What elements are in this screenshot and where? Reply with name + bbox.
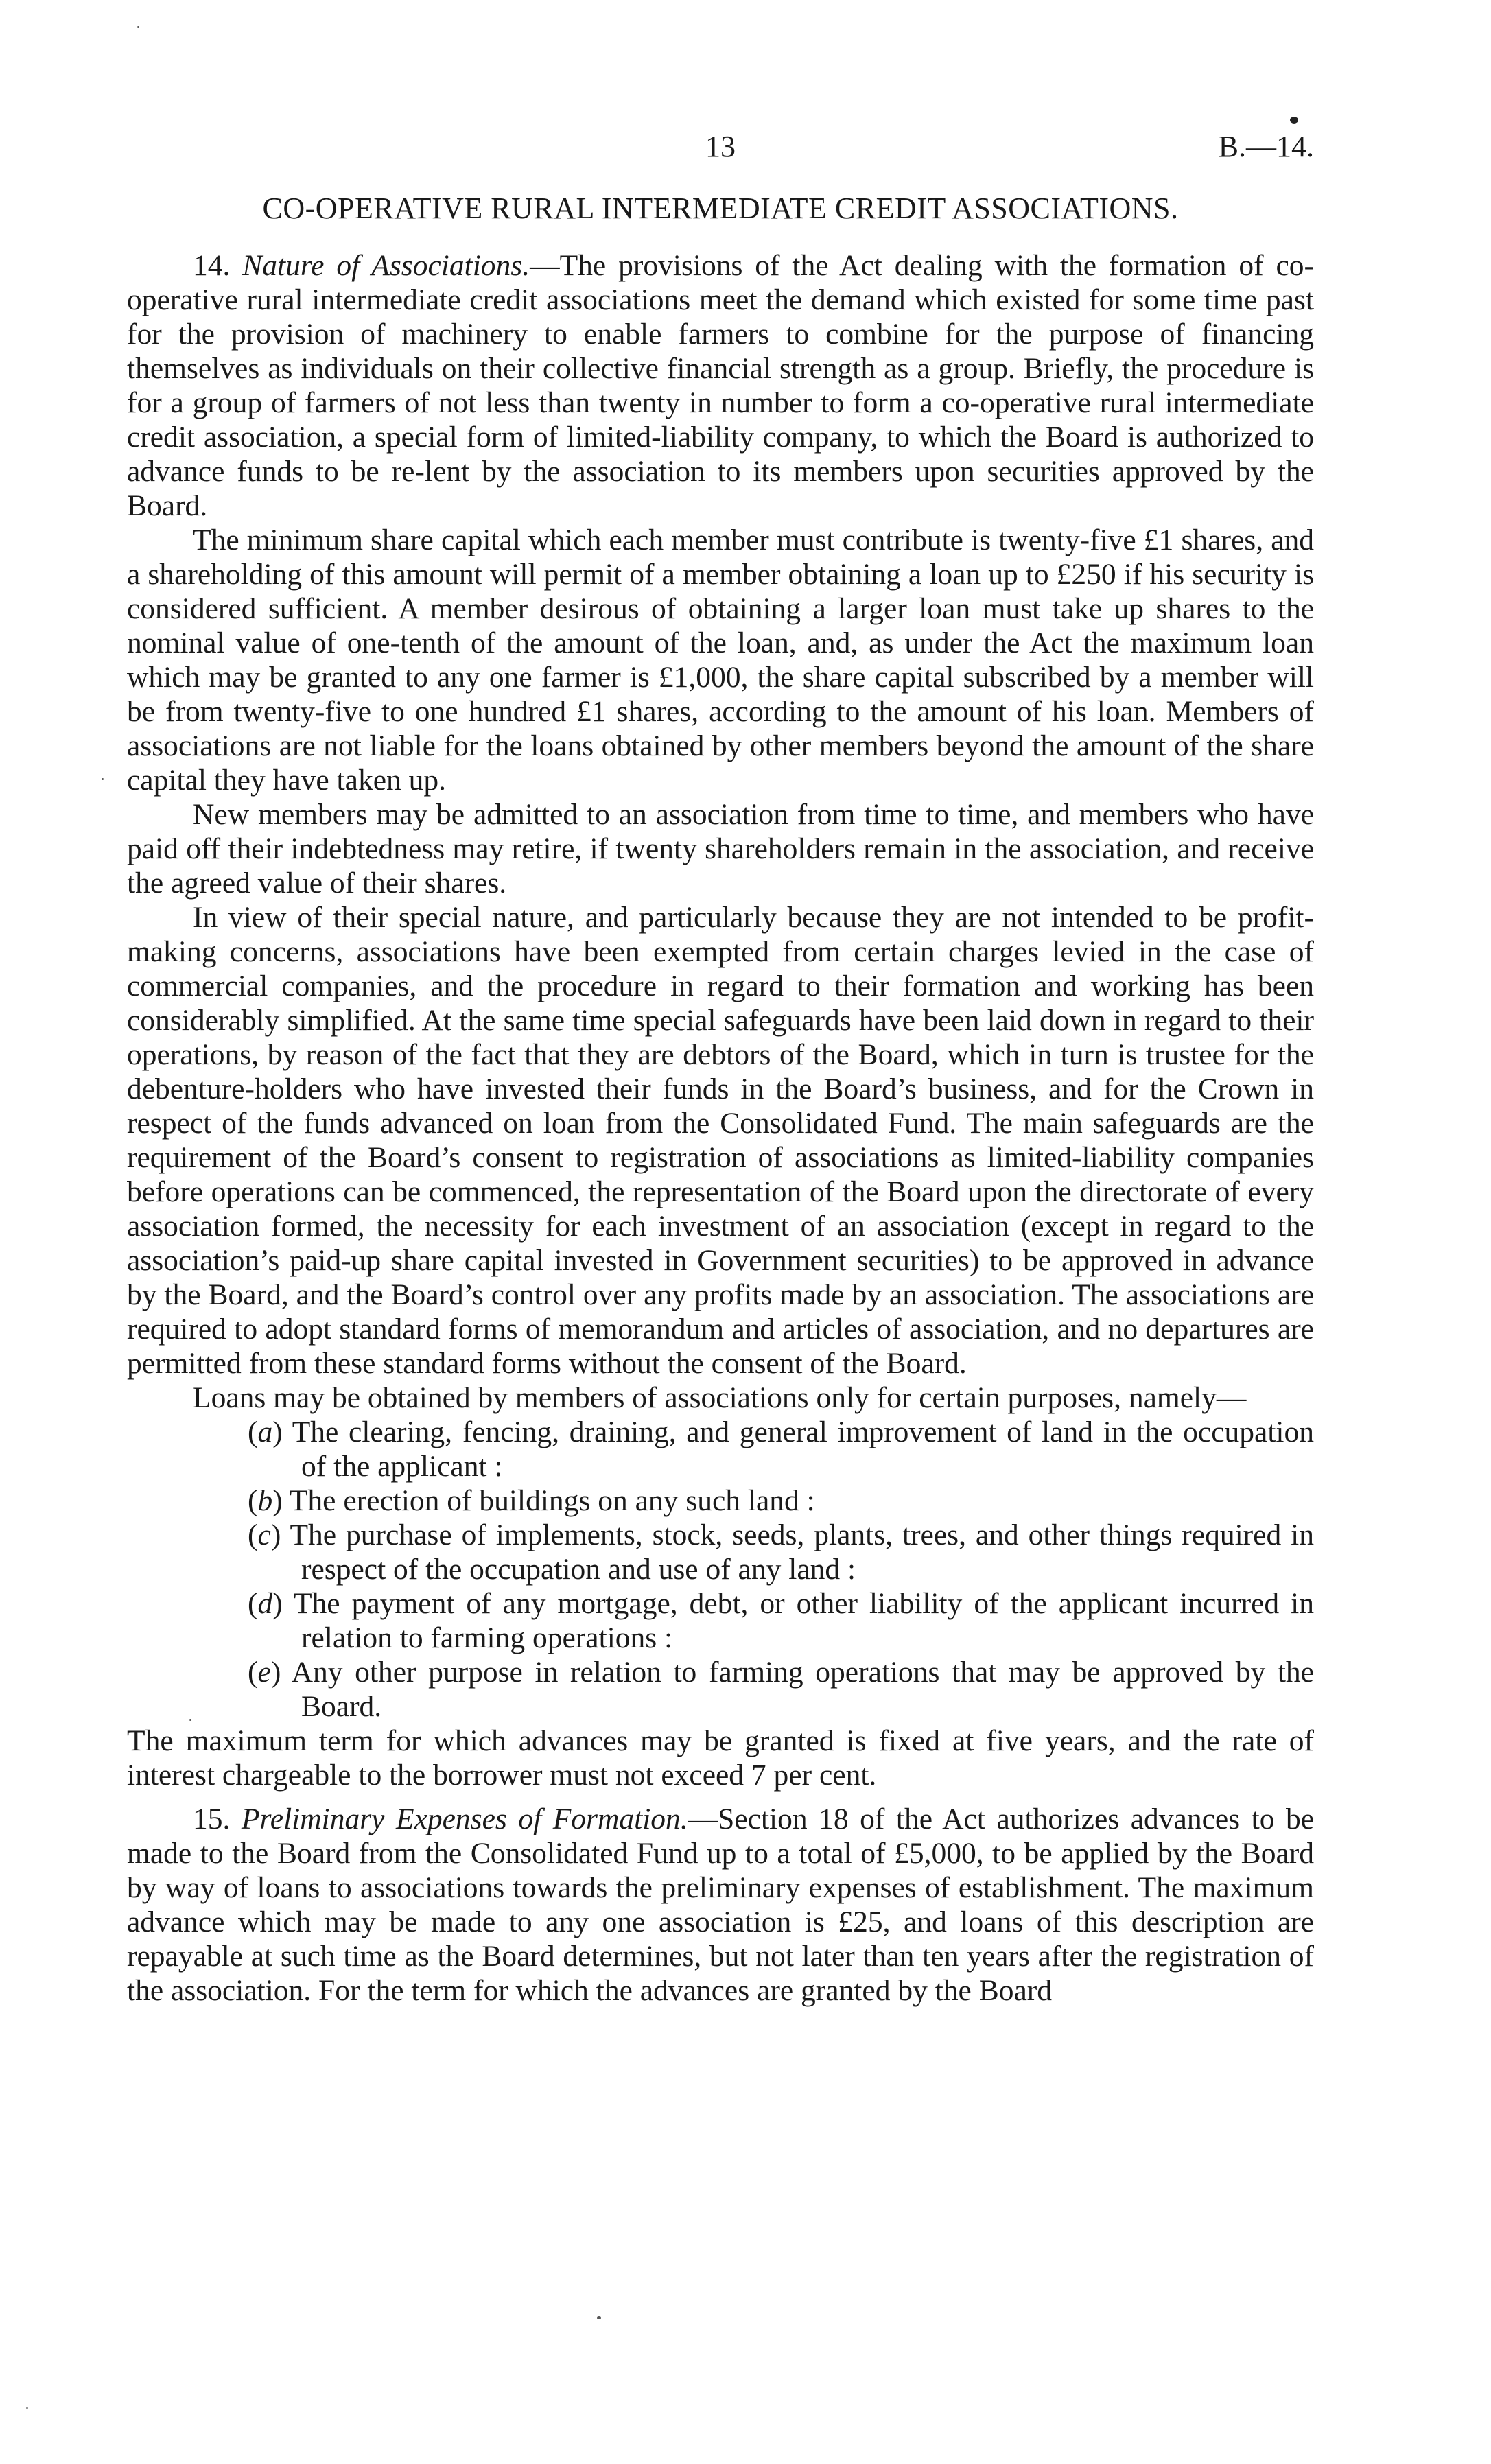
paragraph-number: 15. (193, 1803, 231, 1835)
paragraph-loans-intro: Loans may be obtained by members of associations only for certain purposes, namely— (193, 1381, 1247, 1414)
list-item (248, 1586, 1314, 1655)
section-title: CO-OPERATIVE RURAL INTERMEDIATE CREDIT ASSOCIATIONS. (262, 191, 1179, 225)
paragraph-15 (127, 1802, 1314, 2008)
list-item (248, 1518, 1314, 1586)
paragraph-heading: Preliminary Expenses of Formation. (241, 1803, 688, 1835)
page-number: 13 (705, 130, 736, 163)
paragraph-max-term: The maximum term for which advances may be granted is fixed at five years, and the rate of interest chargeable to the borrower must not exceed 7 per cent. (127, 1724, 1314, 1792)
list-marker: (e) (248, 1656, 281, 1689)
list-item (248, 1483, 1314, 1518)
paragraph-new-members: New members may be admitted to an association from time to time, and members who have paid off their indebtedness may retire, if twenty shareholders remain in the association, and receive the agreed value of their shares. (127, 798, 1314, 900)
list-marker: (a) (248, 1416, 283, 1448)
paragraph-share-capital: The minimum share capital which each member must contribute is twenty-five £1 shares, and a shareholding of this amount will permit of a member obtaining a loan up to £250 if his security is considered sufficient. A member desirous of obtaining a larger loan must take up shares to the nominal value of one-tenth of the amount of the loan, and, as under the Act the maximum loan which may be granted to any one farmer is £1,000, the share capital subscribed by a member will be from twenty-five to one hundred £1 shares, according to the amount of his loan. Members of associations are not liable for the loans obtained by other members beyond the amount of the share capital they have taken up. (127, 524, 1314, 797)
purposes-list (127, 1415, 1314, 1724)
scan-speck (102, 778, 104, 780)
list-item (248, 1415, 1314, 1483)
list-item (248, 1655, 1314, 1724)
body-text (127, 248, 1314, 2008)
paragraph-special-nature: In view of their special nature, and particularly because they are not intended to be profit-making concerns, associations have been exempted from certain charges levied in the case of commercial companies, and the procedure in regard to their formation and working has been considerably simplified. At the same time special safeguards have been laid down in regard to their operations, by reason of the fact that they are debtors of the Board, which in turn is trustee for the debenture-holders who have invested their funds in the Board’s business, and for the Crown in respect of the funds advanced on loan from the Consolidated Fund. The main safeguards are the requirement of the Board’s consent to registration of associations as limited-liability companies before operations can be commenced, the representation of the Board upon the directorate of every association formed, the necessity for each investment of an association (except in regard to the association’s paid-up share capital invested in Government securities) to be approved in advance by the Board, and the Board’s control over any profits made by an association. The associations are required to adopt standard forms of memorandum and articles of association, and no departures are permitted from these standard forms without the consent of the Board. (127, 901, 1314, 1380)
paragraph-14 (127, 248, 1314, 523)
list-marker: (c) (248, 1518, 281, 1551)
list-item-text: The payment of any mortgage, debt, or other liability of the applicant incurred in relation to farming operations : (293, 1587, 1314, 1654)
list-item-text: The erection of buildings on any such land : (289, 1484, 815, 1517)
paragraph-number: 14. (193, 249, 231, 282)
list-marker: (b) (248, 1484, 283, 1517)
paragraph-heading: Nature of Associations. (242, 249, 530, 282)
scan-speck (189, 1719, 191, 1721)
document-reference: B.—14. (1218, 130, 1314, 163)
scan-speck (26, 2407, 28, 2409)
scan-speck (1290, 117, 1298, 124)
list-marker: (d) (248, 1587, 283, 1620)
paragraph-text: —The provisions of the Act dealing with the formation of co-operative rural intermediate credit associations meet the demand which existed for some time past for the provision of machinery to enable farmers to combine for the purpose of financing themselves as individuals on their collective financial strength as a group. Briefly, the procedure is for a group of farmers of not less than twenty in number to form a co-operative rural intermediate credit association, a special form of limited-liability company, to which the Board is authorized to advance funds to be re-lent by the association to its members upon securities approved by the Board. (127, 249, 1314, 522)
list-item-text: Any other purpose in relation to farming operations that may be approved by the Board. (291, 1656, 1314, 1723)
scan-speck (137, 26, 139, 28)
scan-speck (597, 2316, 601, 2319)
list-item-text: The clearing, fencing, draining, and general improvement of land in the occupation of the applicant : (292, 1416, 1314, 1483)
list-item-text: The purchase of implements, stock, seeds, plants, trees, and other things required in respect of the occupation and use of any land : (290, 1518, 1314, 1586)
paragraph-text: —Section 18 of the Act authorizes advances to be made to the Board from the Consolidated Fund up to a total of £5,000, to be applied by the Board by way of loans to associations towards the preliminary expenses of establishment. The maximum advance which may be made to any one association is £25, and loans of this description are repayable at such time as the Board determines, but not later than ten years after the registration of the association. For the term for which the advances are granted by the Board (127, 1803, 1315, 2007)
page-header (127, 129, 1314, 170)
